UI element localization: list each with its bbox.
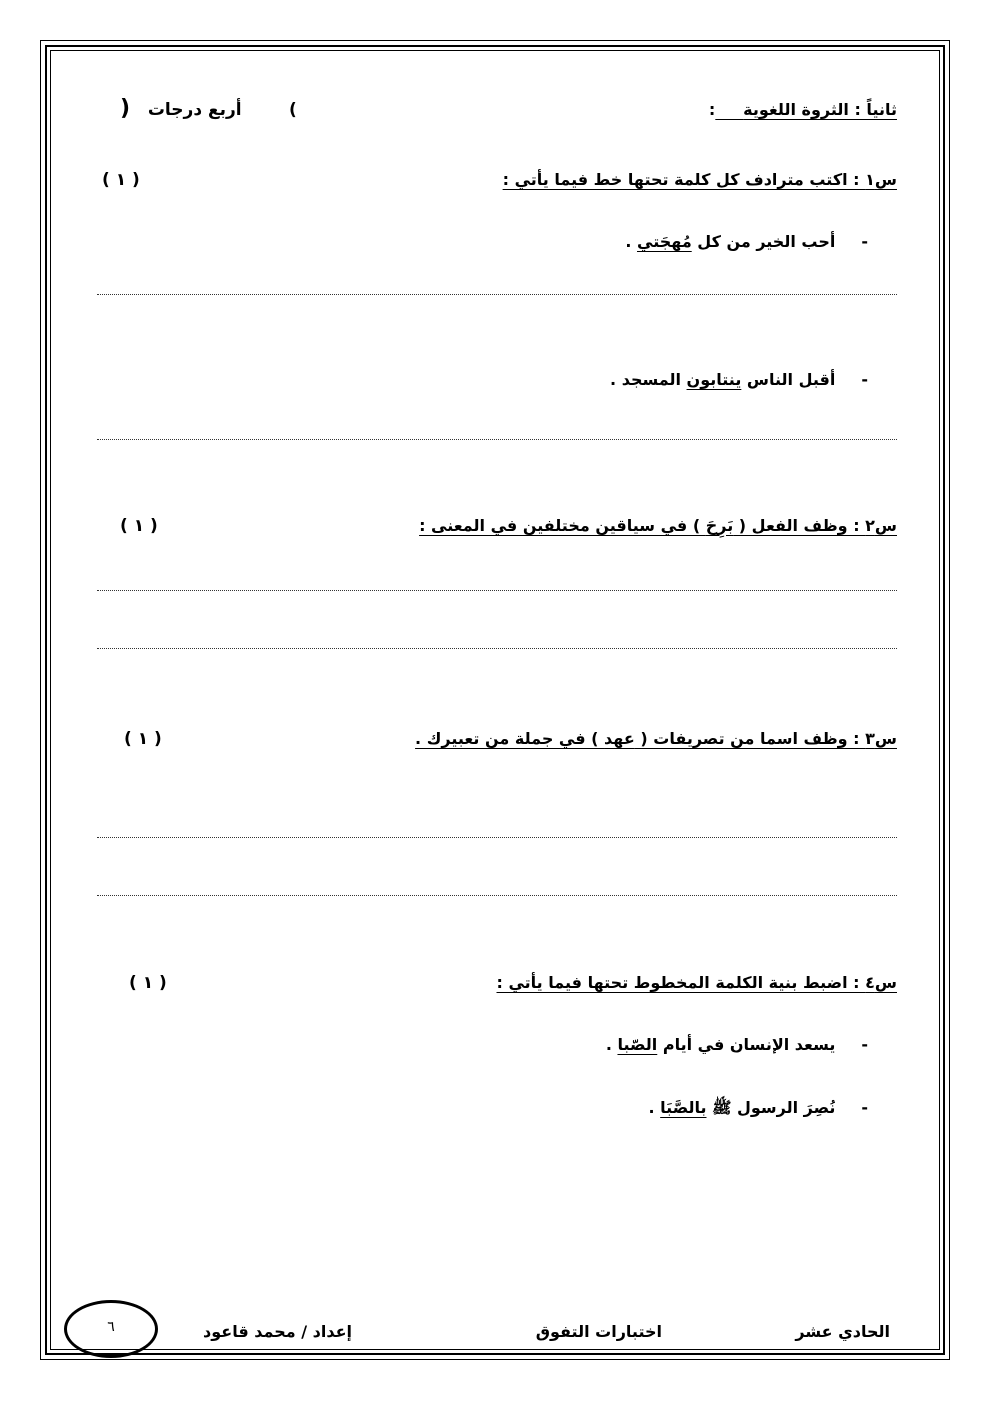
- q1-item-1: -أحب الخير من كل مُهجَتي .: [625, 232, 868, 251]
- q2-answer-line-2[interactable]: [97, 648, 897, 649]
- q2-prompt: س٢ : وظف الفعل ( بَرِحَ ) في سياقين مختلفين في المعنى :: [419, 516, 897, 535]
- q1-item-1-bullet: -: [861, 232, 868, 251]
- q4-item-1-bullet: -: [861, 1035, 868, 1054]
- q1-item-2: -أقبل الناس ينتابون المسجد .: [610, 370, 868, 389]
- footer-exam-title: اختبارات التفوق: [535, 1322, 662, 1341]
- q3-answer-line-1[interactable]: [97, 837, 897, 838]
- section-marks: ) أربع درجات (: [120, 96, 297, 121]
- q4-item-1: -يسعد الإنسان في أيام الصّبا .: [605, 1035, 868, 1054]
- q4-item-2: -نُصِرَ الرسول ﷺ بالصَّبَا .: [648, 1098, 868, 1117]
- q1-item-2-bullet: -: [861, 370, 868, 389]
- section-title: ثانياً : الثروة اللغوية :: [708, 100, 897, 119]
- q3-marks: ( ١ ): [124, 729, 162, 749]
- q3-answer-line-2[interactable]: [97, 895, 897, 896]
- q3-root: عهد: [604, 729, 635, 748]
- q4-marks: ( ١ ): [129, 973, 167, 993]
- q4-item-1-target-word: الصّبا: [617, 1035, 658, 1054]
- q2-answer-line-1[interactable]: [97, 590, 897, 591]
- q4-prompt: س٤ : اضبط بنية الكلمة المخطوط تحتها فيما يأتي :: [496, 973, 897, 992]
- q2-verb: بَرِحَ: [705, 516, 734, 535]
- q3-prompt: س٣ : وظف اسما من تصريفات ( عهد ) في جملة من تعبيرك .: [415, 729, 897, 748]
- footer-grade: الحادي عشر: [795, 1322, 890, 1341]
- q4-item-2-bullet: -: [861, 1098, 868, 1117]
- q1-prompt: س١ : اكتب مترادف كل كلمة تحتها خط فيما يأتي :: [502, 170, 897, 189]
- q1-marks: ( ١ ): [102, 170, 140, 190]
- q2-marks: ( ١ ): [120, 516, 158, 536]
- footer-author: إعداد / محمد قاعود: [203, 1322, 352, 1341]
- q1-item-1-target-word: مُهجَتي: [637, 232, 692, 251]
- page-number: ٦: [107, 1319, 115, 1335]
- q1-item-2-target-word: ينتابون: [686, 370, 742, 389]
- q1-answer-line-1[interactable]: [97, 294, 897, 295]
- q1-answer-line-2[interactable]: [97, 439, 897, 440]
- q4-item-2-target-word: بالصَّبَا: [660, 1098, 707, 1117]
